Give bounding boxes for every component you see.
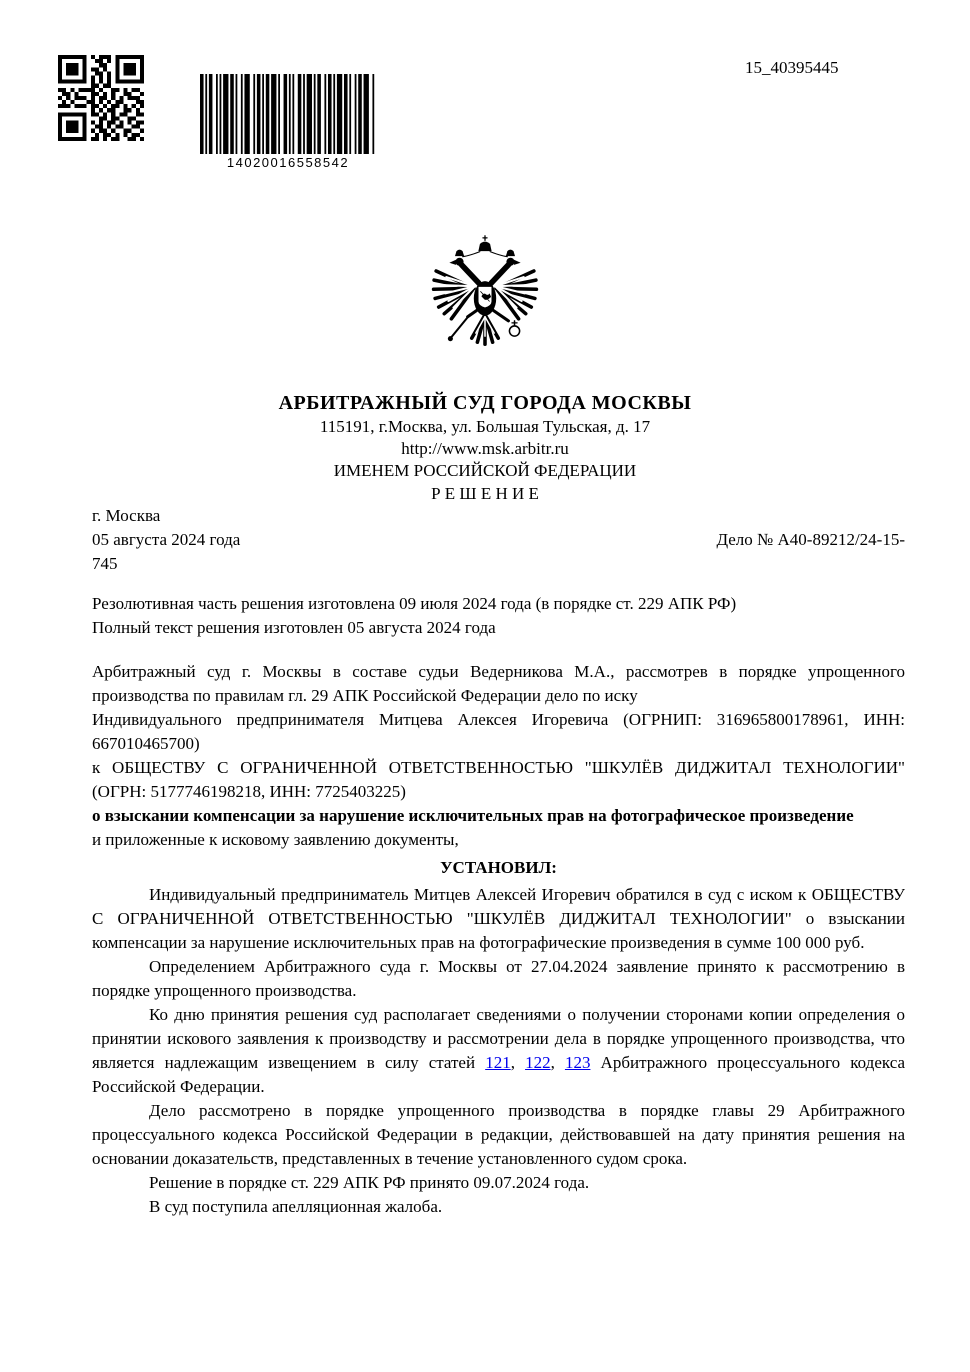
barcode-icon (200, 74, 376, 154)
court-header (0, 390, 970, 505)
paragraph-simplified-procedure: Дело рассмотрено в порядке упрощенного производства в порядке главы 29 Арбитражного процессуального кодекса Российской Федерации в редакции, действовавшей на дату принятия решения на основании доказательств, представленных в течение установленного судом срока. (92, 1101, 905, 1168)
paragraph-claim-filed: Индивидуальный предприниматель Митцев Алексей Игоревич обратился в суд с иском к ОБЩЕСТВУ С ОГРАНИЧЕННОЙ ОТВЕТСТВЕННОСТЬЮ "ШКУЛЁВ ДИДЖИТАЛ ТЕХНОЛОГИИ" о взыскании компенсации за нарушение исключительных прав на фотографические произведения в сумме 100 000 руб. (92, 885, 905, 952)
court-address: 115191, г.Москва, ул. Большая Тульская, д. 17 (319, 417, 651, 436)
defendant-line: к ОБЩЕСТВУ С ОГРАНИЧЕННОЙ ОТВЕТСТВЕННОСТЬЮ "ШКУЛЁВ ДИДЖИТАЛ ТЕХНОЛОГИИ" (ОГРН: 5177746198218, ИНН: 7725403225) (92, 758, 905, 801)
article-123-link[interactable]: 123 (564, 1053, 591, 1072)
barcode (200, 74, 376, 170)
paragraph-ruling-accepted: Определением Арбитражного суда г. Москвы от 27.04.2024 заявление принято к рассмотрению в порядке упрощенного производства. (92, 957, 905, 1000)
paragraph-appeal-received: В суд поступила апелляционная жалоба. (149, 1197, 443, 1216)
qr-code-icon (58, 55, 144, 141)
plaintiff-line: Индивидуального предпринимателя Митцева Алексея Игоревича (ОГРНИП: 316965800178961, ИНН: 667010465700) (92, 710, 905, 753)
document-type-title: Р Е Ш Е Н И Е (431, 484, 539, 503)
barcode-digits: 14020016558542 (226, 155, 350, 170)
article-121-link[interactable]: 121 (485, 1053, 511, 1072)
paragraph-decision-date: Решение в порядке ст. 229 АПК РФ принято 09.07.2024 года. (149, 1173, 590, 1192)
court-composition: Арбитражный суд г. Москвы в составе судьи Ведерникова М.А., рассмотрев в порядке упрощенного производства по правилам гл. 29 АПК Российской Федерации дело по иску (92, 662, 905, 705)
court-name: АРБИТРАЖНЫЙ СУД ГОРОДА МОСКВЫ (278, 392, 692, 414)
city-line: г. Москва (92, 506, 161, 525)
link-separator: , (510, 1053, 526, 1072)
in-the-name-line: ИМЕНЕМ РОССИЙСКОЙ ФЕДЕРАЦИИ (333, 461, 637, 480)
russian-coat-of-arms-icon (429, 231, 541, 373)
notification-text-prefix: Ко дню принятия решения суд располагает сведениями о получении сторонами копии определения о принятии искового заявления к производству и рассмотрении дела в порядке упрощенного производства, что является надлежащим извещением в силу статей (92, 1005, 905, 1072)
decision-date: 05 августа 2024 года (92, 530, 241, 549)
link-separator: , (550, 1053, 565, 1072)
established-heading: УСТАНОВИЛ: (440, 858, 557, 877)
document-id: 15_40395445 (745, 58, 839, 77)
case-number-wrap: 745 (92, 554, 118, 573)
claim-subject-line: о взыскании компенсации за нарушение исключительных прав на фотографическое произведение (92, 806, 854, 825)
notification-text-suffix: Арбитражного процессуального кодекса Российской Федерации. (92, 1053, 906, 1096)
paragraph-notification (92, 1003, 905, 1099)
attachments-line: и приложенные к исковому заявлению документы, (92, 830, 459, 849)
court-website: http://www.msk.arbitr.ru (401, 439, 569, 458)
full-text-line: Полный текст решения изготовлен 05 августа 2024 года (92, 618, 496, 637)
case-number: Дело № А40-89212/24-15- (716, 530, 905, 549)
decision-body (92, 504, 905, 1219)
resolutive-part-line: Резолютивная часть решения изготовлена 09 июля 2024 года (в порядке ст. 229 АПК РФ) (92, 594, 737, 613)
date-case-row (92, 528, 905, 552)
article-122-link[interactable]: 122 (525, 1053, 551, 1072)
